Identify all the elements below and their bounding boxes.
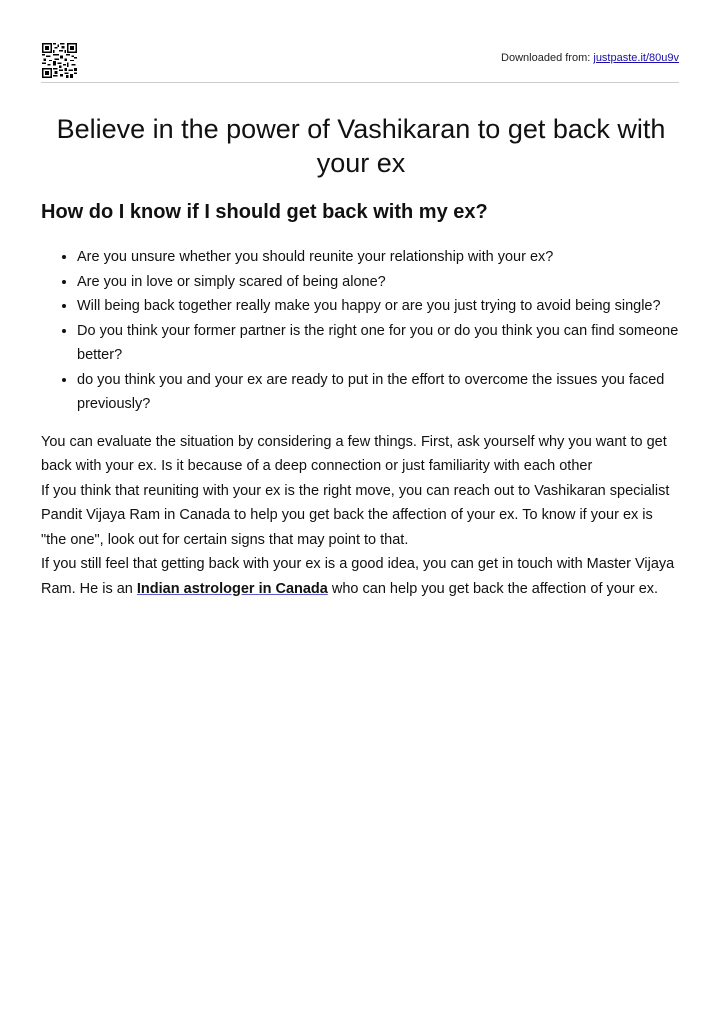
list-item: • Are you in love or simply scared of being alone? [77,270,681,295]
header-divider [41,82,679,83]
list-item: • Do you think your former partner is the right one for you or do you think you can find someone better? [77,319,681,368]
paragraph-evaluate: You can evaluate the situation by considering a few things. First, ask yourself why you want to get back with your ex. Is it because of a deep connection or just familiarity with each other [41,433,667,474]
source-link[interactable]: justpaste.it/80u9v [593,52,679,64]
downloaded-prefix: Downloaded from: [501,52,591,64]
body-text [41,430,681,602]
paragraph-contact-end: who can help you get back the affection of your ex. [331,580,659,597]
question-list [41,245,681,417]
list-item: • Will being back together really make you happy or are you just trying to avoid being single? [77,294,681,319]
list-item: • do you think you and your ex are ready to put in the effort to overcome the issues you faced previously? [77,368,681,417]
article [41,112,681,601]
astrologer-link[interactable]: Indian astrologer in Canada [136,580,328,597]
paragraph-contact [41,552,681,601]
page-title: Believe in the power of Vashikaran to get back with your ex [56,114,666,178]
qr-code-icon [42,43,77,78]
paragraph-contact-start: If you still feel that getting back with your ex is a good idea, you can get in touch with Master Vijaya Ram. He is an [41,556,675,597]
list-item: • Are you unsure whether you should reunite your relationship with your ex? [77,245,681,270]
section-heading: How do I know if I should get back with my ex? [41,201,488,223]
paragraph-reach-out: If you think that reuniting with your ex is the right move, you can reach out to Vashikaran specialist Pandit Vijaya Ram in Canada to help you get back the affection of your ex. To know if your ex is "the one", look out for certain signs that may point to that. [41,482,670,548]
download-source [501,52,679,64]
